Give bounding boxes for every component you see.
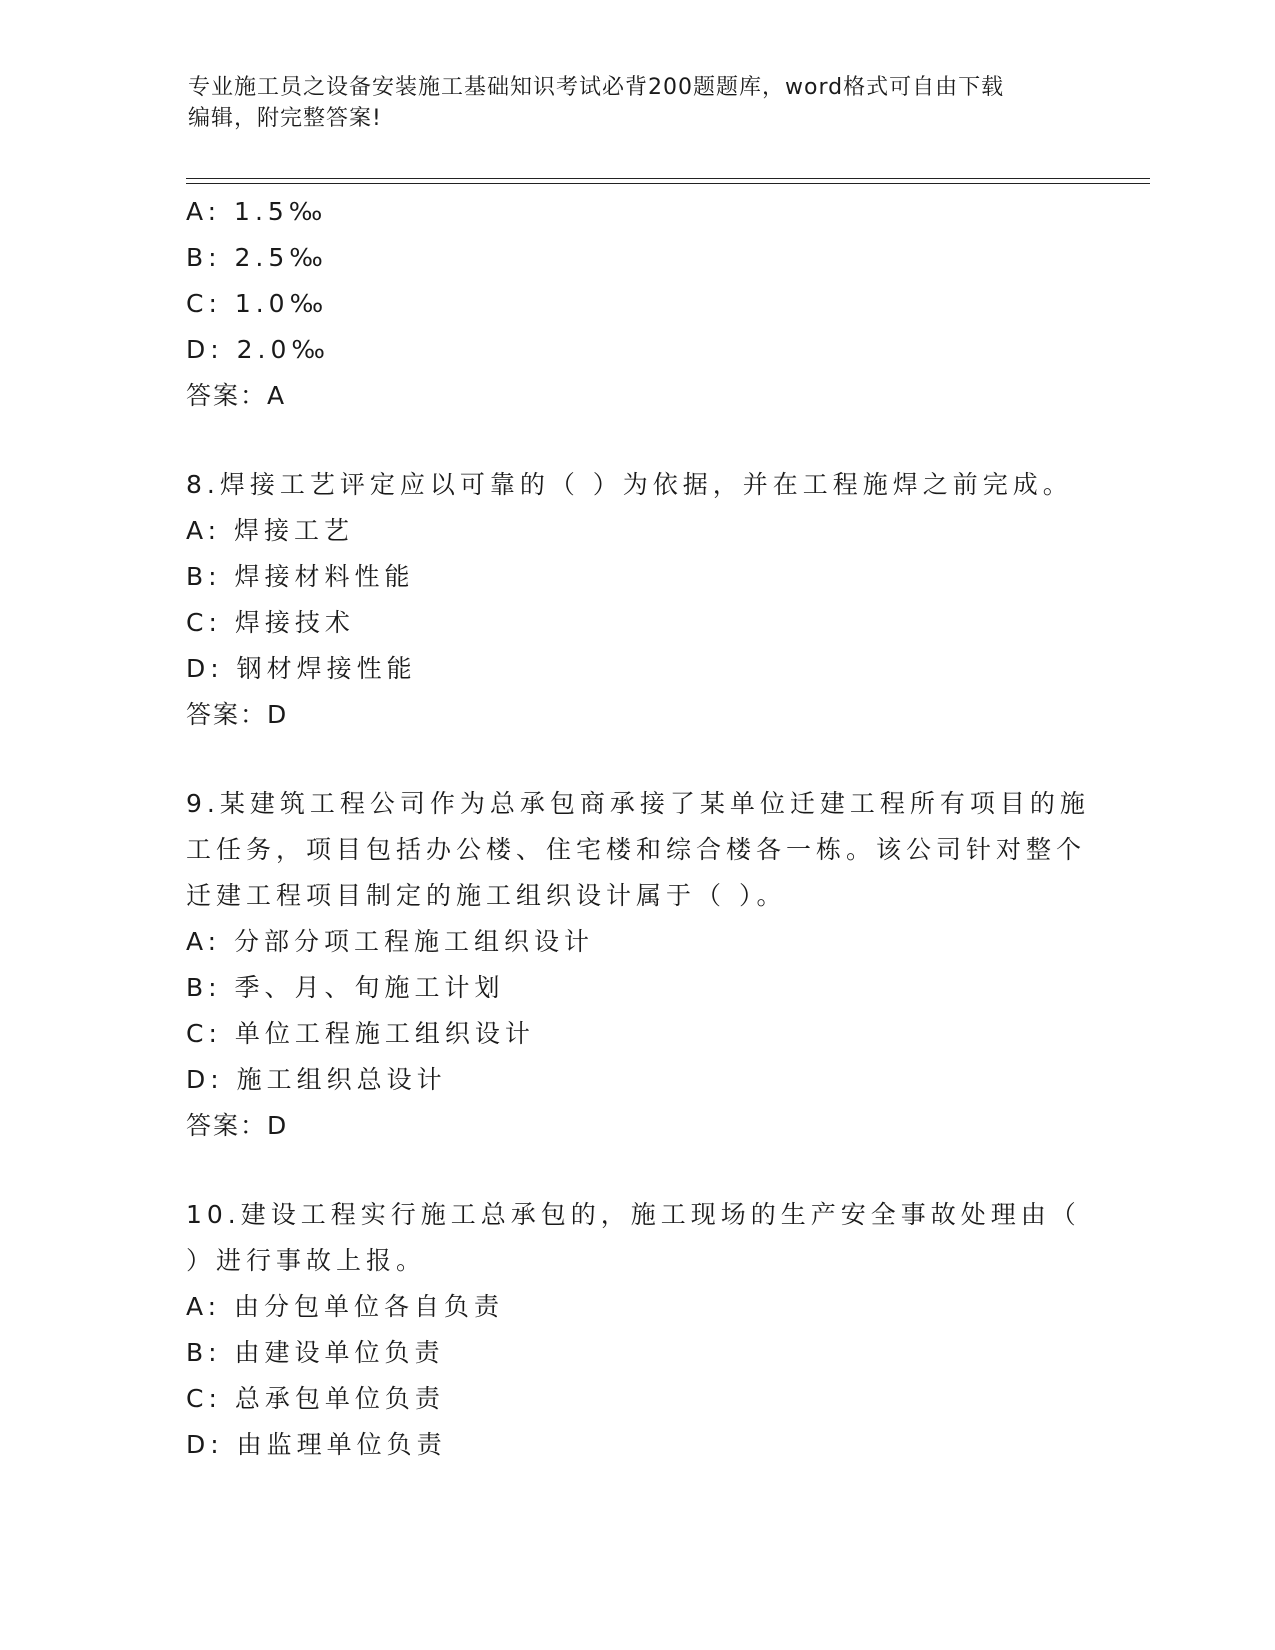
option-c: C: 单位工程施工组织设计: [186, 1019, 535, 1048]
answer-line: 答案：D: [186, 1111, 289, 1140]
option-d: D: 钢材焊接性能: [186, 654, 417, 683]
option-d: D: 施工组织总设计: [186, 1065, 447, 1094]
question-block: [186, 1192, 1086, 1468]
question-gap: [186, 419, 1086, 462]
question-list: [186, 189, 1090, 1468]
option-c: C: 总承包单位负责: [186, 1384, 445, 1413]
question-text: 10.建设工程实行施工总承包的，施工现场的生产安全事故处理由（: [186, 1200, 1081, 1229]
question-block: [186, 462, 1086, 738]
option-a: A: 1.5‰: [186, 197, 328, 226]
option-c: C: 1.0‰: [186, 289, 329, 318]
question-text: ）进行事故上报。: [186, 1246, 427, 1275]
question-gap: [186, 738, 1086, 781]
option-a: A: 分部分项工程施工组织设计: [186, 927, 595, 956]
question-text: 工任务，项目包括办公楼、住宅楼和综合楼各一栋。该公司针对整个: [186, 835, 1087, 864]
header-divider: [186, 178, 1150, 179]
question-text: 8.焊接工艺评定应以可靠的（ ）为依据，并在工程施焊之前完成。: [186, 470, 1073, 499]
answer-line: 答案：D: [186, 700, 289, 729]
header-line: 编辑，附完整答案!: [188, 106, 382, 131]
header-divider: [186, 183, 1150, 184]
answer-line: 答案：A: [186, 381, 287, 410]
option-a: A: 焊接工艺: [186, 516, 355, 545]
option-b: B: 2.5‰: [186, 243, 328, 272]
question-gap: [186, 1149, 1086, 1192]
question-text: 迁建工程项目制定的施工组织设计属于（ ）。: [186, 881, 787, 910]
question-text: 9.某建筑工程公司作为总承包商承接了某单位迁建工程所有项目的施: [186, 789, 1090, 818]
option-b: B: 由建设单位负责: [186, 1338, 445, 1367]
question-block: [186, 189, 1086, 419]
option-b: B: 焊接材料性能: [186, 562, 415, 591]
option-d: D: 2.0‰: [186, 335, 330, 364]
document-header: [188, 72, 1088, 134]
option-c: C: 焊接技术: [186, 608, 355, 637]
option-a: A: 由分包单位各自负责: [186, 1292, 505, 1321]
question-block: [186, 781, 1090, 1149]
option-b: B: 季、月、旬施工计划: [186, 973, 505, 1002]
option-d: D: 由监理单位负责: [186, 1430, 447, 1459]
header-line: 专业施工员之设备安装施工基础知识考试必背200题题库，word格式可自由下载: [188, 75, 1005, 100]
